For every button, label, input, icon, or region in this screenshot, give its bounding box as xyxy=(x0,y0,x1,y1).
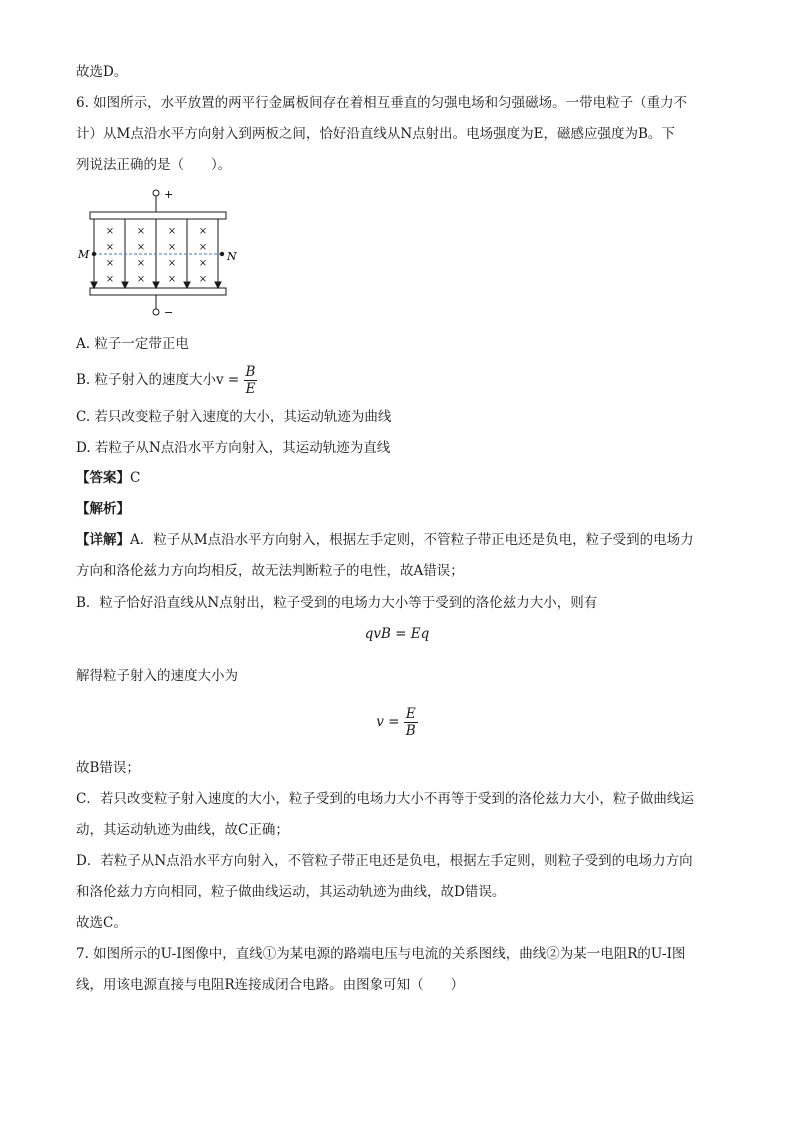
point-n-icon xyxy=(220,252,224,256)
answer-value: C xyxy=(130,470,141,486)
option-a: A. 粒子一定带正电 xyxy=(76,336,189,352)
question-7-line-1: 7. 如图所示的U-I图像中，直线①为某电源的路端电压与电流的关系图线，曲线②为某一电阻R的U-I图 xyxy=(76,946,686,962)
detail-line-4: 解得粒子射入的速度大小为 xyxy=(76,668,238,684)
fraction-e-over-b xyxy=(404,706,418,739)
question-6-line-1: 6. 如图所示，水平放置的两平行金属板间存在着相互垂直的匀强电场和匀强磁场。一带电粒子（重力不 xyxy=(76,95,688,111)
question-6-line-3: 列说法正确的是（ ）。 xyxy=(76,157,232,173)
detail-line-3: B．粒子恰好沿直线从N点射出，粒子受到的电场力大小等于受到的洛伦兹力大小，则有 xyxy=(76,595,598,611)
top-terminal-icon xyxy=(153,190,159,196)
minus-label: − xyxy=(164,306,174,319)
equation-v-prefix: v = xyxy=(376,714,400,730)
detail-line-8: D．若粒子从N点沿水平方向射入，不管粒子带正电还是负电，根据左手定则，则粒子受到的电场力方向 xyxy=(76,853,693,869)
fraction-b-over-e xyxy=(244,364,258,397)
option-b-text: B. 粒子射入的速度大小v = xyxy=(76,372,240,388)
fraction-denominator: E xyxy=(245,381,256,397)
detail-line-5: 故B错误； xyxy=(76,760,140,776)
svg-text:×: × xyxy=(167,258,177,269)
detail-line-9: 和洛伦兹力方向相同，粒子做曲线运动，其运动轨迹为曲线，故D错误。 xyxy=(76,884,506,900)
detail-label: 【详解】 xyxy=(76,532,130,548)
detail-line-10: 故选C。 xyxy=(76,915,127,931)
svg-text:×: × xyxy=(105,226,115,237)
bottom-terminal-icon xyxy=(153,309,159,315)
fraction-numerator: E xyxy=(404,706,418,723)
plus-label: + xyxy=(164,188,174,201)
svg-text:×: × xyxy=(167,242,177,253)
svg-text:×: × xyxy=(136,258,146,269)
analysis-label xyxy=(76,499,130,519)
fraction-numerator: B xyxy=(245,364,256,380)
option-b xyxy=(76,362,257,398)
svg-text:×: × xyxy=(105,274,115,285)
equation-v-e-over-b xyxy=(0,702,794,742)
detail-line-2: 方向和洛伦兹力方向均相反，故无法判断粒子的电性，故A错误； xyxy=(76,563,464,579)
svg-text:×: × xyxy=(136,274,146,285)
svg-text:×: × xyxy=(136,226,146,237)
detail-line-1 xyxy=(76,530,694,550)
bottom-plate xyxy=(90,288,226,295)
svg-text:×: × xyxy=(198,258,208,269)
svg-text:×: × xyxy=(198,226,208,237)
option-d: D. 若粒子从N点沿水平方向射入，其运动轨迹为直线 xyxy=(76,440,391,456)
n-label: N xyxy=(227,250,237,263)
answer-line xyxy=(76,468,140,488)
m-label: M xyxy=(78,248,90,261)
svg-text:×: × xyxy=(167,226,177,237)
detail-line-6: C．若只改变粒子射入速度的大小，粒子受到的电场力大小不再等于受到的洛伦兹力大小，粒子做曲线运 xyxy=(76,791,694,807)
text-line: 故选D。 xyxy=(76,64,128,80)
question-6-line-2: 计）从M点沿水平方向射入到两板之间，恰好沿直线从N点射出。电场强度为E，磁感应强度为B。下 xyxy=(76,126,675,142)
svg-text:×: × xyxy=(105,258,115,269)
analysis-label-text: 【解析】 xyxy=(76,501,130,517)
svg-text:×: × xyxy=(136,242,146,253)
svg-text:×: × xyxy=(167,274,177,285)
detail-text-a: A．粒子从M点沿水平方向射入，根据左手定则，不管粒子带正电还是负电，粒子受到的电场力 xyxy=(130,532,694,548)
detail-line-7: 动，其运动轨迹为曲线，故C正确； xyxy=(76,822,289,838)
parallel-plates-figure xyxy=(70,184,240,320)
svg-text:×: × xyxy=(105,242,115,253)
svg-text:×: × xyxy=(198,274,208,285)
equation-qvb-eq: qvB = Eq xyxy=(364,626,430,642)
point-m-icon xyxy=(92,252,96,256)
question-7-line-2: 线，用该电源直接与电阻R连接成闭合电路。由图象可知（ ） xyxy=(76,977,465,993)
option-c: C. 若只改变粒子射入速度的大小，其运动轨迹为曲线 xyxy=(76,409,392,425)
svg-text:×: × xyxy=(198,242,208,253)
answer-label: 【答案】 xyxy=(76,470,130,486)
fraction-denominator: B xyxy=(405,723,416,739)
top-plate xyxy=(90,212,226,219)
